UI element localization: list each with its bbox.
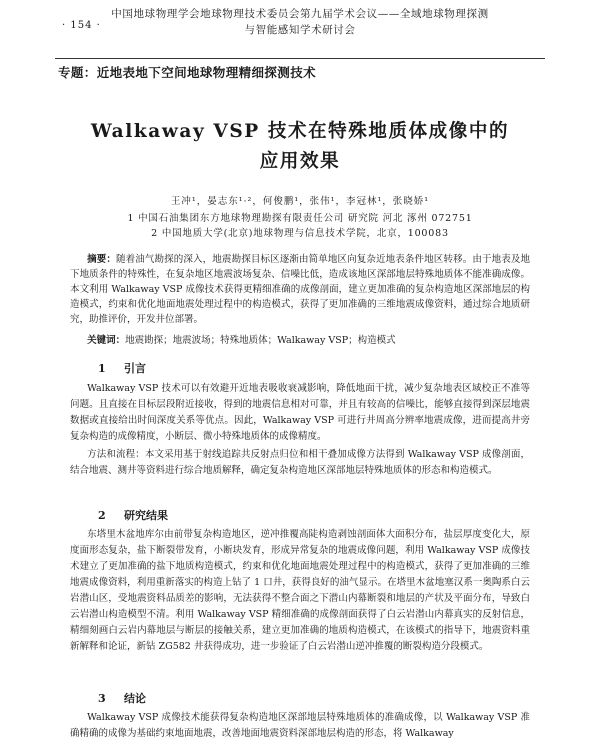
section-title: 研究结果 [124,509,168,522]
page-number: · 154 · [62,20,101,31]
paper-title-line1: Walkaway VSP 技术在特殊地质体成像中的 [90,121,510,142]
section-1-paragraph-2: 方法和流程：本文采用基于射线追踪共反射点归位和相干叠加成像方法得到 Walkaway VSP 成像剖面，结合地震、测井等资料进行综合地质解释，确定复杂构造地区深部地层特殊地质体的形态和构造模式。 [70,449,530,476]
abstract-label: 摘要： [87,254,116,265]
section-number: 2 [98,509,106,522]
section-title: 结论 [124,692,146,705]
running-header-line1: 中国地球物理学会地球物理技术委员会第九届学术会议——全域地球物理探测 [111,8,489,20]
section-2-paragraph-1: 东塔里木盆地库尔由前带复杂构造地区，逆冲推覆高陡构造剥蚀剖面体大面积分布，盐层厚度变化大，原度面形态复杂，盐下断裂带发育，小断块发育，形成异常复杂的地震成像问题，利用 Walkaway VSP 成像技术建立了更加准确的盐下地质构造模式，约束和优化地面地震处理过程中的构造模式，获得了更加准确的三维地震成像资料，利用重新落实的构造上钻了 1 口井，获得良好的油气显示。在塔里木盆地塞汉系一奥陶系白云岩潜山区，受地震资料品质差的影响，无法获得不整合面之下潜山内幕断裂和地层的产状及平面分布，导致白云岩潜山构造模型不清。利用 Walkaway VSP 精细准确的成像剖面获得了白云岩潜山内幕真实的反射信息，精细刻画白云岩内幕地层与断层的接触关系，建立更加准确的地质构造模式，在该模式的指导下，地震资料重新解释和论证，新钻 ZG582 井获得成功，进一步验证了白云岩潜山逆冲推覆的断裂构造分段模式。 [70,529,530,652]
abstract-text: 随着油气勘探的深入，地震勘探目标区逐渐由简单地区向复杂近地表条件地区转移。由于地表及地下地质条件的特殊性，在复杂地区地震波场复杂、信噪比低，造成该地区深部地层特殊地质体不能准确成像。本文利用 Walkaway VSP 成像技术获得更精细准确的成像剖面，建立更加准确的复杂构造地区深部地层的构造模式，约束和优化地面地震处理过程中的构造模式，获得了更加准确的三维地震成像资料，通过综合地质研究，助推评价，开发井位部署。 [70,254,530,325]
special-topic-heading: 专题：近地表地下空间地球物理精细探测技术 [58,65,317,80]
author-list: 王冲¹，晏志东¹·²，何俊鹏¹，张伟¹，李冠林¹，张晓娇¹ [170,196,430,207]
keywords [70,333,530,348]
section-1-paragraph-1: Walkaway VSP 技术可以有效避开近地表吸收衰减影响，降低地面干扰，减少复杂地表区域校正不准等问题。且直接在目标层段附近接收，得到的地震信息相对可靠，并且有较高的信噪比，能够直接得到深层地震数据或直接给出时间深度关系等优点。因此，Walkaway VSP 可进行井周高分辨率地震成像，进而提高井旁复杂构造的成像精度，小断层、微小特殊地质体的成像精度。 [70,383,530,442]
abstract [70,252,530,327]
paper-title-line2: 应用效果 [259,151,341,172]
section-number: 1 [98,362,106,375]
section-heading-conclusion [98,690,146,706]
section-number: 3 [98,692,106,705]
running-header-line2: 与智能感知学术研讨会 [244,24,356,36]
header-rule [55,58,545,59]
section-heading-introduction [98,360,146,376]
keywords-text: 地震勘探；地震波场；特殊地质体；Walkaway VSP；构造模式 [125,335,396,346]
section-3-paragraph-1: Walkaway VSP 成像技术能获得复杂构造地区深部地层特殊地质体的准确成像，以 Walkaway VSP 准确精确的成像为基础约束地面地震，改善地面地震资料深部地层构造的形态，将 Walkaway [70,712,530,739]
section-heading-results [98,507,168,523]
affiliation-1: 1 中国石油集团东方地球物理勘探有限责任公司 研究院 河北 涿州 072751 [127,213,473,224]
keywords-label: 关键词： [87,335,126,346]
affiliation-2: 2 中国地质大学(北京)地球物理与信息技术学院，北京，100083 [151,228,449,239]
section-title: 引言 [124,362,146,375]
